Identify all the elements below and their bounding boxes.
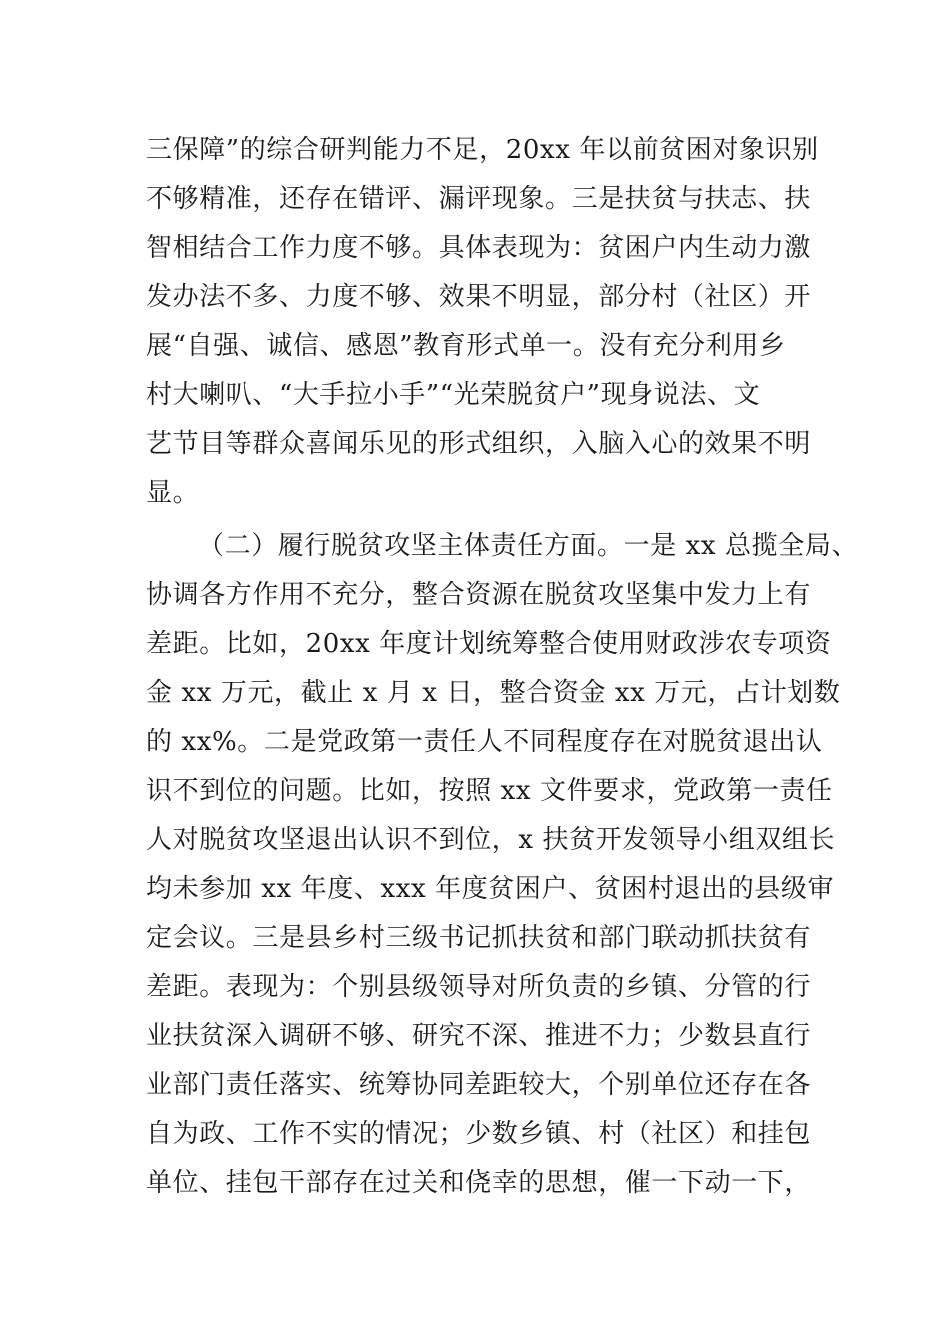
text-line: 均未参加 xx 年度、xxx 年度贫困户、贫困村退出的县级审	[146, 874, 835, 904]
text-line: 定会议。三是县乡村三级书记抓扶贫和部门联动抓扶贫有	[146, 923, 812, 953]
text-line: 村大喇叭、“大手拉小手”“光荣脱贫户”现身说法、文	[146, 380, 761, 410]
text-line: 差距。比如，20xx 年度计划统筹整合使用财政涉农专项资	[146, 629, 832, 659]
text-line: 不够精准，还存在错评、漏评现象。三是扶贫与扶志、扶	[146, 184, 812, 214]
text-line: 金 xx 万元，截止 x 月 x 日，整合资金 xx 万元，占计划数	[146, 678, 841, 708]
text-line: 艺节目等群众喜闻乐见的形式组织，入脑入心的效果不明	[146, 429, 812, 459]
text-line: 业部门责任落实、统筹协同差距较大，个别单位还存在各	[146, 1070, 812, 1100]
text-line: 显。	[146, 478, 200, 508]
text-line: 自为政、工作不实的情况；少数乡镇、村（社区）和挂包	[146, 1119, 812, 1149]
text-line: 单位、挂包干部存在过关和侥幸的思想，催一下动一下，	[146, 1168, 812, 1198]
text-line: 智相结合工作力度不够。具体表现为：贫困户内生动力激	[146, 233, 812, 263]
text-line: 业扶贫深入调研不够、研究不深、推进不力；少数县直行	[146, 1021, 812, 1051]
text-line: 识不到位的问题。比如，按照 xx 文件要求，党政第一责任	[146, 776, 833, 806]
paragraph-heading-line: （二）履行脱贫攻坚主体责任方面。一是 xx 总揽全局、	[198, 531, 859, 561]
text-line: 协调各方作用不充分，整合资源在脱贫攻坚集中发力上有	[146, 580, 812, 610]
text-line: 差距。表现为：个别县级领导对所负责的乡镇、分管的行	[146, 972, 812, 1002]
text-line: 的 xx%。二是党政第一责任人不同程度存在对脱贫退出认	[146, 727, 823, 757]
text-line: 展“自强、诚信、感恩”教育形式单一。没有充分利用乡	[146, 331, 786, 361]
text-line: 发办法不多、力度不够、效果不明显，部分村（社区）开	[146, 282, 812, 312]
text-line: 三保障”的综合研判能力不足，20xx 年以前贫困对象识别	[146, 135, 819, 165]
text-line: 人对脱贫攻坚退出认识不到位，x 扶贫开发领导小组双组长	[146, 825, 836, 855]
